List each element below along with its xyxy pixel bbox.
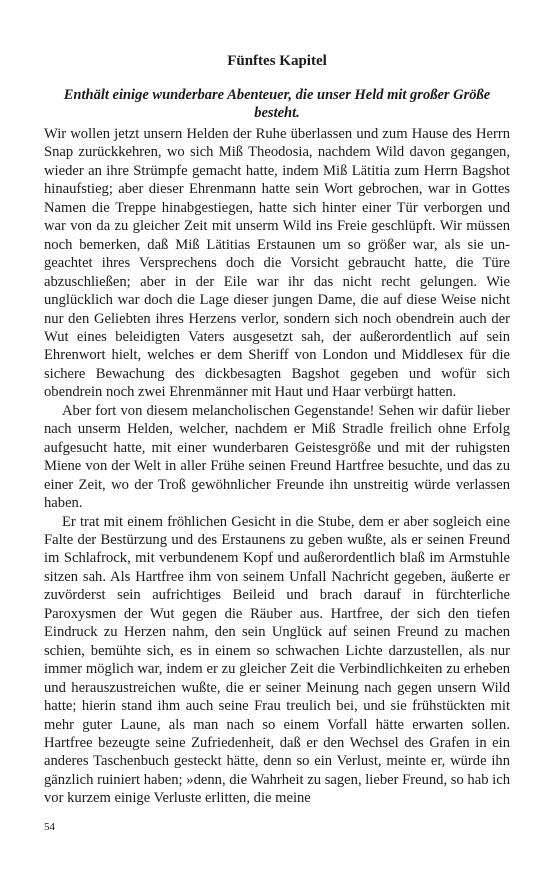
chapter-title: Fünftes Kapitel	[227, 53, 327, 69]
chapter-body	[44, 125, 510, 808]
chapter-subtitle: Enthält einige wunderbare Abenteuer, die unser Held mit großer Größe besteht.	[63, 87, 491, 121]
paragraph: Wir wollen jetzt unsern Helden der Ruhe überlassen und zum Hause des Herrn Snap zurückkehren, wo sich Miß Theodosia, nachdem Wild davon gegangen, wieder an ihre Strümpfe gemacht hatte, indem Miß Lätitia zum Herrn Bagshot hinaufstieg; aber dieser Ehrenmann hatte sein Wort gebrochen, war in Gottes Namen die Treppe hinabgestiegen, hatte sich hinter einer Tür verborgen und war von da zu gleicher Zeit mit unserm Wild ins Freie geschlüpft. Wir müssen noch bemerken, daß Miß Lätitias Erstaunen um so größer war, als sie ungeachtet ihres Versprechens doch die Vorsicht gebraucht hatte, die Türe abzuschließen; aber in der Eile war ihr das nicht recht gelungen. Wie unglücklich war doch die Lage dieser jungen Dame, die auf diese Weise nicht nur den Geliebten ihres Herzens verlor, sondern sich noch obendrein auch der Wut eines beleidigten Vaters ausgesetzt sah, der außerordentlich auf sein Ehrenwort hielt, welches er dem Sheriff von London und Middlesex für die sichere Bewachung des dickbesagten Bagshot gegeben und wofür sich obendrein noch zwei Ehrenmänner mit Haut und Haar verbürgt hatten.	[44, 126, 510, 401]
page-number: 54	[44, 821, 55, 833]
paragraph: Aber fort von diesem melancholischen Gegenstande! Sehen wir dafür lieber nach unserm Helden, welcher, nachdem er Miß Stradle freilich ohne Erfolg aufgesucht hatte, mit einer wunderbaren Geistesgröße und mit der ruhigsten Miene von der Welt in aller Frühe seinen Freund Hartfree besuchte, und das zu einer Zeit, wo der Troß gewöhnlicher Freunde ihn unstreitig würde verlassen haben.	[44, 402, 510, 512]
paragraph: Er trat mit einem fröhlichen Gesicht in die Stube, dem er aber sogleich eine Falte der Bestürzung und des Erstaunens zu geben wußte, als er seinen Freund im Schlafrock, mit verbundenem Kopf und außerordentlich blaß im Armstuhle sitzen sah. Als Hartfree ihm von seinem Unfall Nachricht gegeben, äußerte er zuvörderst sein aufrichtiges Beileid und brach darauf in fürchterliche Paroxysmen der Wut gegen die Räuber aus. Hartfree, der sich den tiefen Eindruck zu Herzen nahm, den sein Unglück auf seinen Freund zu machen schien, bemühte sich, es in einem so schwachen Lichte darzustellen, als nur immer möglich war, indem er zu gleicher Zeit die Verbindlichkeiten zu erheben und herauszustreichen wußte, die er seiner Meinung nach gegen unsern Wild hatte; hierin stand ihm auch seine Frau treulich bei, und sie frühstückten mit mehr guter Laune, als man nach so einem Vorfall hätte erwarten sollen. Hartfree bezeugte seine Zufriedenheit, daß er den Wechsel des Grafen in ein anderes Taschenbuch gesteckt hätte, denn so ein Verlust, meinte er, würde ihn gänzlich ruiniert haben; »denn, die Wahrheit zu sagen, lieber Freund, so hab ich vor kurzem einige Verluste erlitten, die meine	[44, 513, 510, 807]
